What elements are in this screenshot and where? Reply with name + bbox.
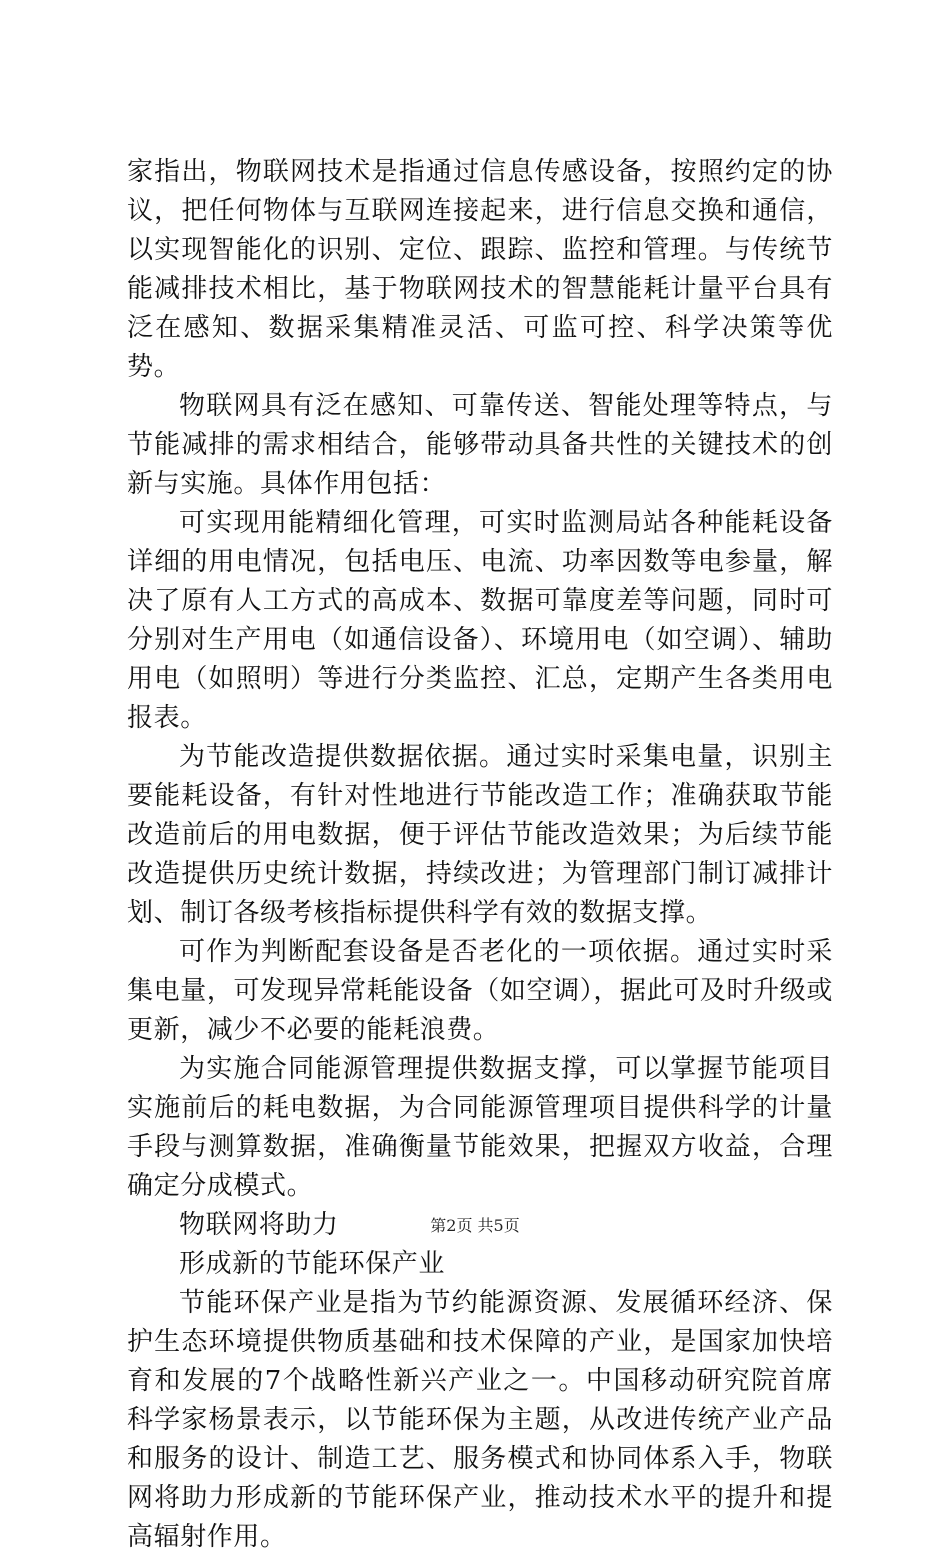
paragraph-3: 可实现用能精细化管理，可实时监测局站各种能耗设备详细的用电情况，包括电压、电流、功率因数等电参量，解决了原有人工方式的高成本、数据可靠度差等问题，同时可分别对生产用电（如通信设备）、环境用电（如空调）、辅助用电（如照明）等进行分类监控、汇总，定期产生各类用电报表。	[127, 508, 833, 733]
paragraph-2: 物联网具有泛在感知、可靠传送、智能处理等特点，与节能减排的需求相结合，能够带动具备共性的关键技术的创新与实施。具体作用包括：	[127, 391, 833, 499]
document-body	[127, 153, 833, 1557]
section-heading-line-2: 形成新的节能环保产业	[179, 1249, 446, 1279]
page-number-footer: 第2页 共5页	[430, 1216, 520, 1235]
paragraph-4: 为节能改造提供数据依据。通过实时采集电量，识别主要能耗设备，有针对性地进行节能改造工作；准确获取节能改造前后的用电数据，便于评估节能改造效果；为后续节能改造提供历史统计数据，持续改进；为管理部门制订减排计划、制订各级考核指标提供科学有效的数据支撑。	[127, 742, 833, 928]
paragraph-7: 节能环保产业是指为节约能源资源、发展循环经济、保护生态环境提供物质基础和技术保障的产业，是国家加快培育和发展的7个战略性新兴产业之一。中国移动研究院首席科学家杨景表示，以节能环保为主题，从改进传统产业产品和服务的设计、制造工艺、服务模式和协同体系入手，物联网将助力形成新的节能环保产业，推动技术水平的提升和提高辐射作用。	[127, 1288, 833, 1552]
paragraph-1: 家指出，物联网技术是指通过信息传感设备，按照约定的协议，把任何物体与互联网连接起来，进行信息交换和通信，以实现智能化的识别、定位、跟踪、监控和管理。与传统节能减排技术相比，基于物联网技术的智慧能耗计量平台具有泛在感知、数据采集精准灵活、可监可控、科学决策等优势。	[127, 157, 833, 382]
paragraph-5: 可作为判断配套设备是否老化的一项依据。通过实时采集电量，可发现异常耗能设备（如空调），据此可及时升级或更新，减少不必要的能耗浪费。	[127, 937, 833, 1045]
paragraph-6: 为实施合同能源管理提供数据支撑，可以掌握节能项目实施前后的耗电数据，为合同能源管理项目提供科学的计量手段与测算数据，准确衡量节能效果，把握双方收益，合理确定分成模式。	[127, 1054, 833, 1201]
section-heading-line-1: 物联网将助力	[179, 1210, 339, 1240]
